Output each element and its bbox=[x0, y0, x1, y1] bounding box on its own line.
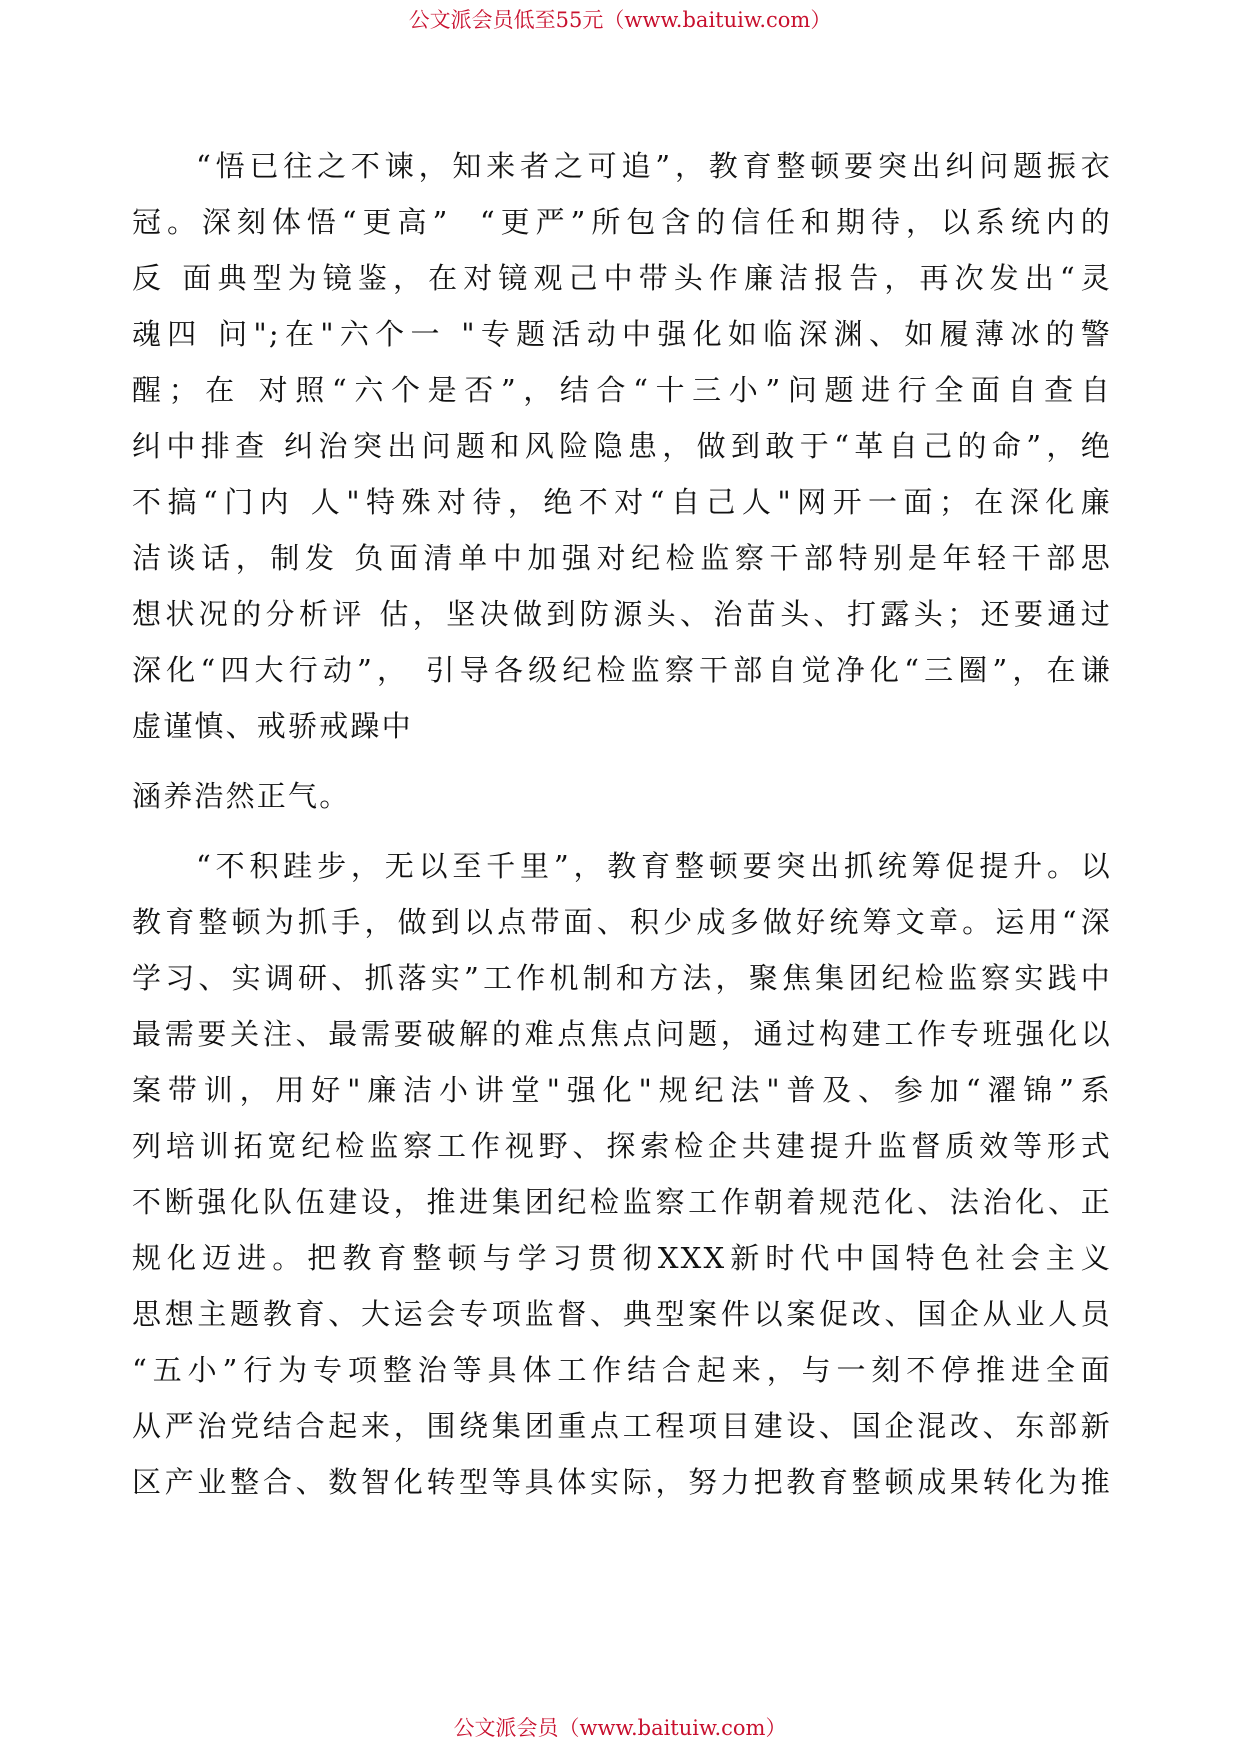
text-line: 案带训，用好"廉洁小讲堂"强化"规纪法"普及、参加“濯锦”系 bbox=[132, 1073, 1112, 1107]
text-line: 不搞“门内 人"特殊对待，绝不对“自己人"网开一面；在深化廉 bbox=[132, 485, 1112, 519]
text-line: 想状况的分析评 估，坚决做到防源头、治苗头、打露头；还要通过 bbox=[132, 597, 1112, 631]
text-line: 列培训拓宽纪检监察工作视野、探索检企共建提升监督质效等形式 bbox=[132, 1129, 1112, 1163]
document-body bbox=[132, 138, 1112, 1510]
text-line: 学习、实调研、抓落实”工作机制和方法，聚焦集团纪检监察实践中 bbox=[132, 961, 1112, 995]
text-line: “五小”行为专项整治等具体工作结合起来，与一刻不停推进全面 bbox=[132, 1353, 1112, 1387]
page-footer-watermark: 公文派会员（www.baituiw.com） bbox=[453, 1716, 787, 1740]
text-line: 反 面典型为镜鉴，在对镜观己中带头作廉洁报告，再次发出“灵 bbox=[132, 261, 1112, 295]
text-line: 涵养浩然正气。 bbox=[132, 779, 351, 813]
text-line: “悟已往之不谏，知来者之可追”，教育整顿要突出纠问题振衣 bbox=[196, 149, 1112, 183]
text-line: 不断强化队伍建设，推进集团纪检监察工作朝着规范化、法治化、正 bbox=[132, 1185, 1112, 1219]
text-line: 从严治党结合起来，围绕集团重点工程项目建设、国企混改、东部新 bbox=[132, 1409, 1112, 1443]
text-line: 虚谨慎、戒骄戒躁中 bbox=[132, 709, 413, 743]
text-line: 洁谈话，制发 负面清单中加强对纪检监察干部特别是年轻干部思 bbox=[132, 541, 1112, 575]
text-line: 思想主题教育、大运会专项监督、典型案件以案促改、国企从业人员 bbox=[132, 1297, 1112, 1331]
text-line: 纠中排查 纠治突出问题和风险隐患，做到敢于“革自己的命”，绝 bbox=[132, 429, 1112, 463]
text-line: “不积跬步，无以至千里”，教育整顿要突出抓统筹促提升。以 bbox=[196, 849, 1112, 883]
text-line: 规化迈进。把教育整顿与学习贯彻XXX新时代中国特色社会主义 bbox=[132, 1241, 1112, 1275]
paragraph-3 bbox=[132, 838, 1112, 1510]
text-line: 教育整顿为抓手，做到以点带面、积少成多做好统筹文章。运用“深 bbox=[132, 905, 1112, 939]
page-header-watermark: 公文派会员低至55元（www.baituiw.com） bbox=[408, 8, 832, 32]
text-line: 魂四 问";在"六个一 "专题活动中强化如临深渊、如履薄冰的警 bbox=[132, 317, 1112, 351]
text-line: 醒；在 对照“六个是否”，结合“十三小”问题进行全面自查自 bbox=[132, 373, 1112, 407]
paragraph-1 bbox=[132, 138, 1112, 754]
text-line: 冠。深刻体悟“更高” “更严”所包含的信任和期待，以系统内的 bbox=[132, 205, 1112, 239]
text-line: 深化“四大行动”， 引导各级纪检监察干部自觉净化“三圈”，在谦 bbox=[132, 653, 1112, 687]
text-line: 最需要关注、最需要破解的难点焦点问题，通过构建工作专班强化以 bbox=[132, 1017, 1112, 1051]
paragraph-2 bbox=[132, 768, 1112, 824]
text-line: 区产业整合、数智化转型等具体实际，努力把教育整顿成果转化为推 bbox=[132, 1465, 1112, 1499]
